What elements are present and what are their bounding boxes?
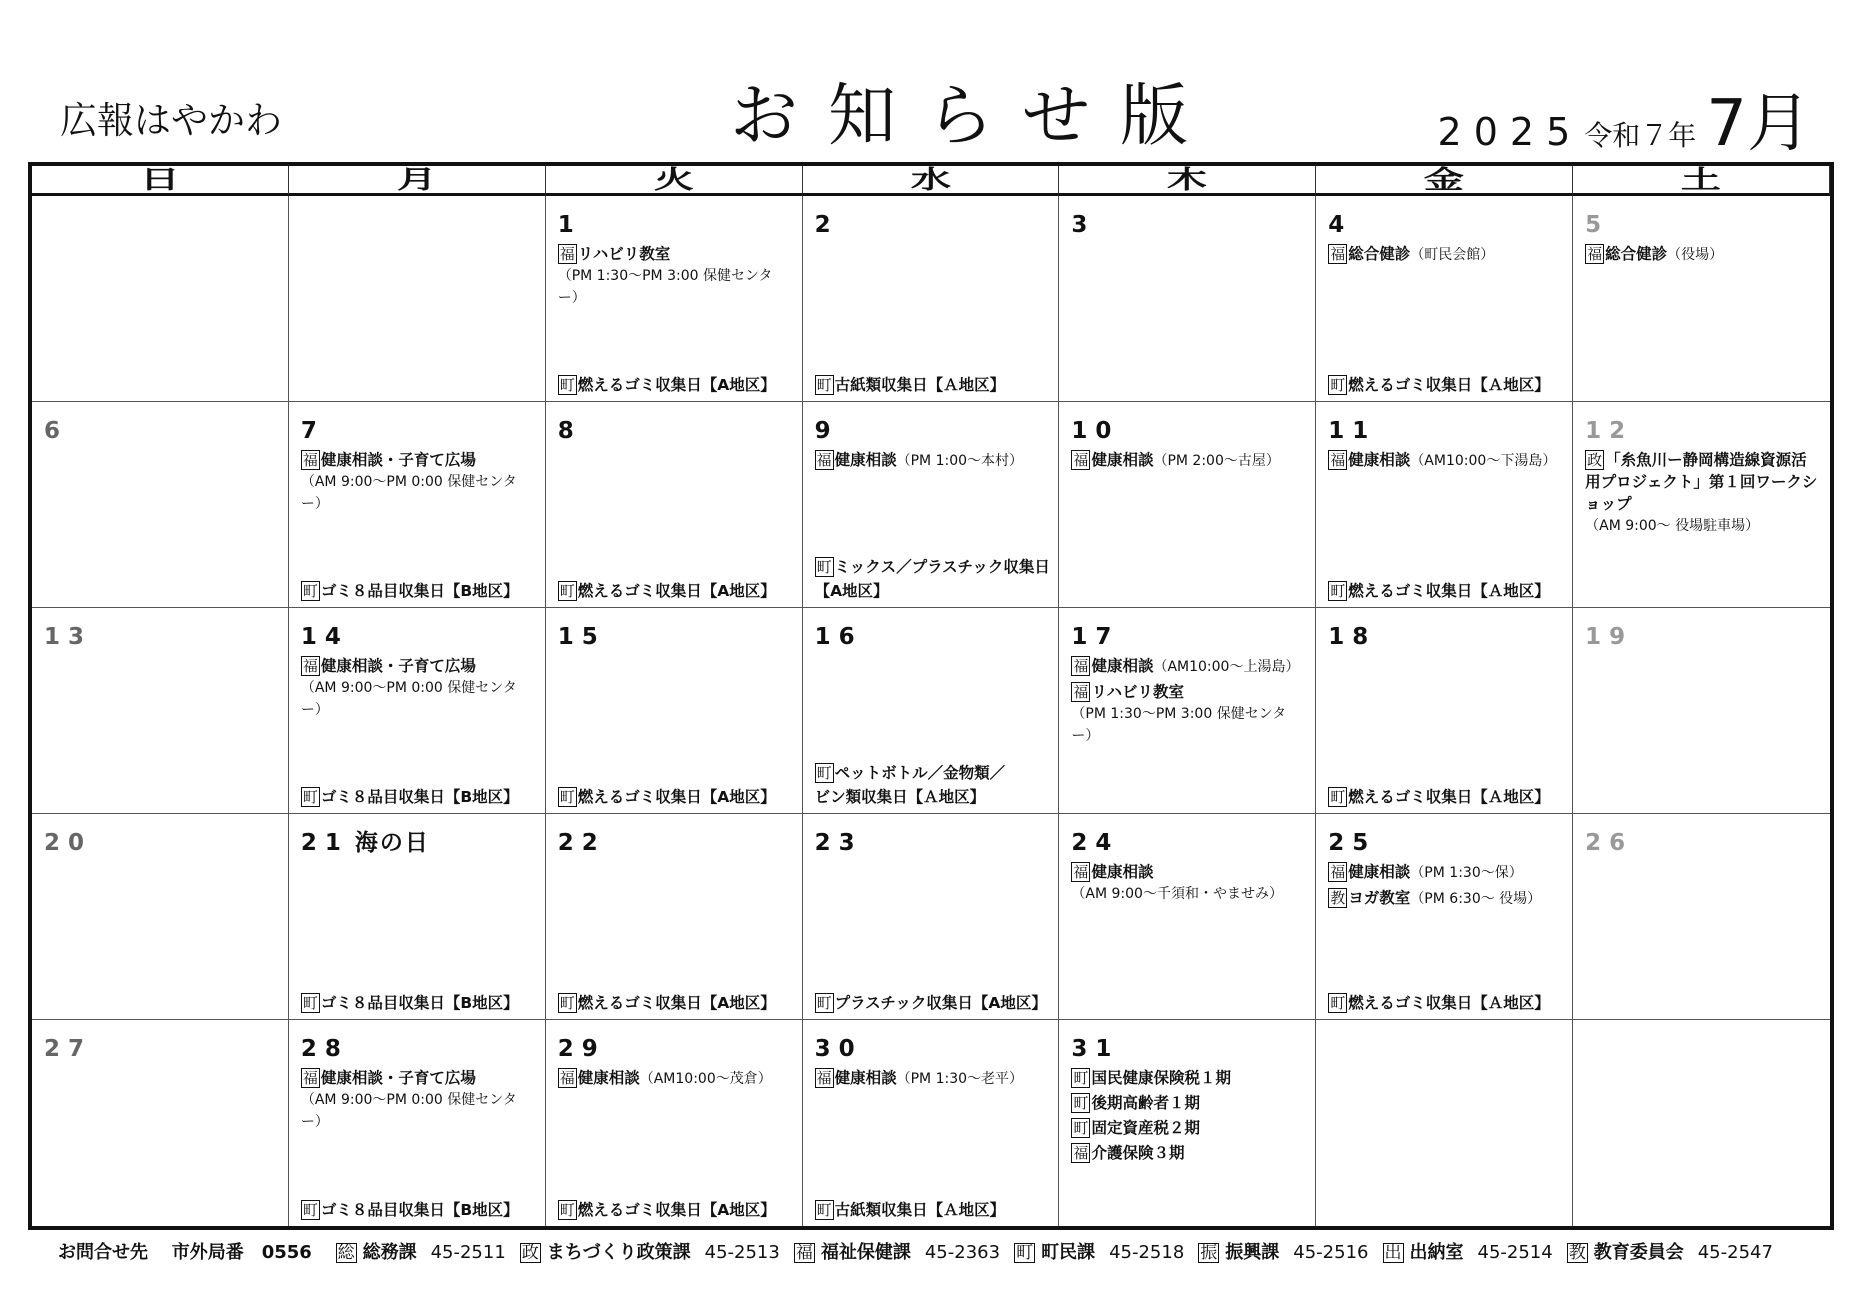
day-cell <box>32 608 289 814</box>
weekday-label: 土 <box>1681 166 1722 194</box>
contact-entry <box>336 1242 506 1263</box>
collection-text: ゴミ８品目収集日【B地区】 <box>320 994 519 1012</box>
day-number <box>1071 210 1303 240</box>
weekday-header <box>289 166 546 196</box>
dept-name: 教育委員会 <box>1593 1242 1684 1263</box>
event <box>1328 861 1560 884</box>
collection-text: 燃えるゴミ収集日【A地区】 <box>577 376 776 394</box>
day-cell <box>1316 402 1573 608</box>
dept-badge: 出 <box>1384 1243 1402 1263</box>
event-title: 健康相談 <box>1091 451 1154 469</box>
publication-name: 広報はやかわ <box>60 99 282 142</box>
holiday-name: 海の日 <box>354 830 430 856</box>
dept-badge: 町 <box>1330 994 1346 1012</box>
event <box>301 655 533 677</box>
day-number-text: 13 <box>44 624 93 650</box>
day-number <box>1585 622 1818 652</box>
event-detail: （AM10:00～下湯島） <box>1410 453 1557 469</box>
event-title: 総合健診 <box>1605 245 1668 263</box>
day-cell <box>1059 196 1316 402</box>
event <box>1328 243 1560 266</box>
day-number-text: 14 <box>300 624 349 650</box>
day-number <box>301 416 533 446</box>
event <box>1071 681 1303 703</box>
day-number-text: 4 <box>1328 212 1353 238</box>
event <box>301 1067 533 1089</box>
event <box>1328 449 1560 472</box>
event-title: 健康相談 <box>1091 863 1154 881</box>
day-number <box>1585 210 1818 240</box>
collection-notice <box>815 1198 1053 1222</box>
collection-text: 燃えるゴミ収集日【Ａ地区】 <box>1348 994 1550 1012</box>
weekday-label: 水 <box>910 166 951 194</box>
dept-badge: 町 <box>559 582 575 600</box>
dept-badge: 町 <box>302 582 318 600</box>
day-cell <box>1316 814 1573 1020</box>
contact-footer <box>58 1238 1787 1264</box>
day-number <box>1328 828 1560 858</box>
event-title: 健康相談 <box>1091 657 1154 675</box>
dept-badge: 総 <box>337 1243 355 1263</box>
event-title: 健康相談 <box>834 451 897 469</box>
collection-notice <box>1328 785 1566 809</box>
day-number <box>1071 416 1303 446</box>
day-number <box>44 1034 276 1064</box>
day-cell <box>1059 402 1316 608</box>
event-title: ヨガ教室 <box>1348 889 1411 907</box>
day-cell <box>803 608 1060 814</box>
event-detail: （役場） <box>1667 247 1724 263</box>
day-cell <box>1573 196 1830 402</box>
day-number <box>1071 828 1303 858</box>
event-note: （AM 9:00～ 役場駐車場） <box>1585 518 1760 534</box>
day-number <box>815 416 1047 446</box>
day-number-text: 16 <box>814 624 863 650</box>
dept-name: 振興課 <box>1225 1242 1280 1263</box>
day-cell <box>32 1020 289 1226</box>
event <box>1585 243 1818 266</box>
collection-text: ゴミ８品目収集日【B地区】 <box>320 788 519 806</box>
dept-badge: 福 <box>1073 657 1089 675</box>
day-number-text: 8 <box>557 418 582 444</box>
event-note: （AM 9:00～千須和・やませみ） <box>1071 886 1283 902</box>
weekday-header <box>1316 166 1573 196</box>
day-number-text: 30 <box>814 1036 863 1062</box>
day-cell <box>1573 814 1830 1020</box>
day-cell <box>1316 608 1573 814</box>
day-number-text: 28 <box>300 1036 349 1062</box>
month: 7月 <box>1706 87 1811 161</box>
day-number <box>1585 828 1818 858</box>
dept-badge: 福 <box>1587 245 1603 263</box>
event <box>558 1067 790 1090</box>
dept-badge: 福 <box>1073 451 1089 469</box>
day-number <box>44 416 276 446</box>
dept-badge: 福 <box>1073 683 1089 701</box>
day-number <box>1071 1034 1303 1064</box>
day-number-text: 20 <box>44 830 93 856</box>
day-number-text: 2 <box>814 212 839 238</box>
collection-text: 燃えるゴミ収集日【A地区】 <box>577 1201 776 1219</box>
dept-badge: 教 <box>1330 889 1346 907</box>
day-cell <box>289 608 546 814</box>
event-note: （PM 1:30～PM 3:00 保健センター） <box>1071 706 1287 744</box>
event-detail: （町民会館） <box>1410 247 1495 263</box>
dept-badge: 福 <box>1330 451 1346 469</box>
day-number-text: 5 <box>1585 212 1610 238</box>
event-title: 固定資産税２期 <box>1091 1119 1200 1137</box>
day-number-text: 9 <box>814 418 839 444</box>
dept-badge: 町 <box>1073 1069 1089 1087</box>
event-title: 健康相談・子育て広場 <box>320 1069 476 1087</box>
event-title: リハビリ教室 <box>577 245 671 263</box>
event-title: 健康相談 <box>577 1069 640 1087</box>
dept-name: 町民課 <box>1041 1242 1096 1263</box>
event <box>815 1067 1047 1090</box>
contact-entry <box>1198 1242 1368 1263</box>
event-title: 健康相談 <box>834 1069 897 1087</box>
day-number <box>301 828 533 858</box>
day-cell <box>1059 608 1316 814</box>
event-title: 国民健康保険税１期 <box>1091 1069 1231 1087</box>
event-title: 健康相談・子育て広場 <box>320 451 476 469</box>
dept-badge: 福 <box>1073 1144 1089 1162</box>
collection-text: 燃えるゴミ収集日【A地区】 <box>577 582 776 600</box>
day-number-text: 31 <box>1071 1036 1120 1062</box>
dept-badge: 町 <box>559 994 575 1012</box>
day-number <box>1328 210 1560 240</box>
dept-badge: 福 <box>816 1069 832 1087</box>
dept-badge: 教 <box>1568 1243 1586 1263</box>
dept-badge: 町 <box>816 1201 832 1219</box>
day-cell <box>803 402 1060 608</box>
event <box>301 449 533 471</box>
event-title: 健康相談 <box>1348 451 1411 469</box>
dept-badge: 政 <box>1587 451 1603 469</box>
day-cell <box>546 814 803 1020</box>
day-cell <box>803 814 1060 1020</box>
event-note: （PM 1:30～PM 3:00 保健センター） <box>557 268 773 306</box>
dept-name: 出納室 <box>1409 1242 1464 1263</box>
day-cell <box>289 402 546 608</box>
collection-notice <box>558 991 796 1015</box>
day-cell <box>32 814 289 1020</box>
event-detail: （AM10:00～茂倉） <box>639 1071 772 1087</box>
event <box>1071 449 1303 472</box>
dept-badge: 町 <box>1073 1119 1089 1137</box>
day-number <box>815 1034 1047 1064</box>
day-number <box>558 828 790 858</box>
day-cell <box>1059 814 1316 1020</box>
empty-cell <box>289 196 546 402</box>
dept-badge: 福 <box>559 245 575 263</box>
day-number-text: 25 <box>1328 830 1377 856</box>
day-number-text: 10 <box>1071 418 1120 444</box>
event <box>1071 1117 1303 1139</box>
dept-badge: 福 <box>302 1069 318 1087</box>
collection-text: 燃えるゴミ収集日【Ａ地区】 <box>1348 788 1550 806</box>
day-number-text: 24 <box>1071 830 1120 856</box>
day-number-text: 3 <box>1071 212 1096 238</box>
collection-notice <box>558 579 796 603</box>
day-number <box>301 1034 533 1064</box>
event-detail: （PM 1:30～老平） <box>896 1071 1024 1087</box>
day-cell <box>803 196 1060 402</box>
event-title: 後期高齢者１期 <box>1091 1094 1200 1112</box>
event-detail: （PM 1:00～本村） <box>896 453 1024 469</box>
day-number-text: 19 <box>1585 624 1634 650</box>
day-number <box>1071 622 1303 652</box>
dept-name: まちづくり政策課 <box>546 1242 691 1263</box>
header-date <box>1438 72 1811 164</box>
collection-text: 燃えるゴミ収集日【Ａ地区】 <box>1348 582 1550 600</box>
collection-text: 燃えるゴミ収集日【A地区】 <box>577 994 776 1012</box>
area-code: 市外局番 0556 <box>171 1242 312 1263</box>
weekday-header <box>1573 166 1830 196</box>
day-number-text: 26 <box>1585 830 1634 856</box>
collection-notice <box>815 991 1053 1015</box>
dept-phone: 45-2518 <box>1109 1242 1185 1263</box>
day-number <box>558 622 790 652</box>
dept-badge: 町 <box>302 994 318 1012</box>
year: 2025 <box>1437 110 1583 154</box>
dept-badge: 福 <box>302 451 318 469</box>
dept-name: 総務課 <box>362 1242 417 1263</box>
collection-notice <box>815 373 1053 397</box>
day-number-text: 7 <box>300 418 325 444</box>
day-number <box>1328 416 1560 446</box>
collection-notice <box>558 1198 796 1222</box>
contact-entry <box>520 1242 780 1263</box>
collection-notice <box>301 785 539 809</box>
day-cell <box>1573 608 1830 814</box>
collection-text: 燃えるゴミ収集日【Ａ地区】 <box>1348 376 1550 394</box>
day-number-text: 23 <box>814 830 863 856</box>
dept-badge: 町 <box>1330 376 1346 394</box>
dept-phone: 45-2514 <box>1477 1242 1553 1263</box>
weekday-header <box>32 166 289 196</box>
event-title: 「糸魚川ー静岡構造線資源活用プロジェクト」第１回ワークショップ <box>1585 451 1818 513</box>
dept-phone: 45-2511 <box>430 1242 506 1263</box>
day-cell <box>546 1020 803 1226</box>
event-detail: （PM 2:00～古屋） <box>1153 453 1280 469</box>
collection-notice <box>301 579 539 603</box>
day-cell <box>32 402 289 608</box>
contact-entry <box>1383 1242 1553 1263</box>
dept-badge: 町 <box>559 788 575 806</box>
weekday-label: 木 <box>1167 166 1208 194</box>
collection-notice <box>301 1198 539 1222</box>
day-number-text: 6 <box>44 418 69 444</box>
collection-notice <box>815 555 1053 603</box>
day-number <box>815 828 1047 858</box>
empty-cell <box>1573 1020 1830 1226</box>
day-number <box>1328 622 1560 652</box>
dept-badge: 福 <box>559 1069 575 1087</box>
event-title: 総合健診 <box>1348 245 1411 263</box>
collection-text-cont: ビン類収集日【Ａ地区】 <box>814 788 986 806</box>
event-title: 介護保険３期 <box>1091 1144 1185 1162</box>
dept-badge: 町 <box>302 788 318 806</box>
collection-text: 古紙類収集日【Ａ地区】 <box>834 1201 1006 1219</box>
day-number <box>1585 416 1818 446</box>
era-year: 令和７年 <box>1584 119 1697 152</box>
dept-badge: 町 <box>816 376 832 394</box>
dept-phone: 45-2363 <box>924 1242 1001 1263</box>
collection-notice <box>558 785 796 809</box>
day-number-text: 12 <box>1585 418 1634 444</box>
dept-badge: 福 <box>1330 245 1346 263</box>
day-number-text: 1 <box>557 212 582 238</box>
dept-badge: 町 <box>1073 1094 1089 1112</box>
day-cell <box>1059 1020 1316 1226</box>
day-number <box>44 828 276 858</box>
event <box>558 243 790 265</box>
event-note: （AM 9:00～PM 0:00 保健センター） <box>300 1092 517 1130</box>
dept-badge: 町 <box>302 1201 318 1219</box>
dept-badge: 町 <box>559 376 575 394</box>
collection-notice <box>558 373 796 397</box>
event <box>1328 887 1560 910</box>
event <box>1071 655 1303 678</box>
day-number-text: 11 <box>1328 418 1377 444</box>
page-title: お知らせ版 <box>730 77 1218 156</box>
day-number <box>815 622 1047 652</box>
weekday-header <box>1059 166 1316 196</box>
collection-text-cont: 【A地区】 <box>814 582 889 600</box>
empty-cell <box>32 196 289 402</box>
weekday-label: 火 <box>653 166 694 194</box>
dept-badge: 振 <box>1200 1243 1218 1263</box>
dept-badge: 福 <box>795 1243 813 1263</box>
day-number-text: 21 <box>300 830 349 856</box>
event-title: 健康相談 <box>1348 863 1411 881</box>
dept-phone: 45-2516 <box>1293 1242 1369 1263</box>
day-number-text: 15 <box>557 624 606 650</box>
dept-badge: 町 <box>1016 1243 1034 1263</box>
dept-badge: 町 <box>1330 582 1346 600</box>
day-cell <box>1573 402 1830 608</box>
event <box>1071 861 1303 883</box>
collection-notice <box>301 991 539 1015</box>
day-number-text: 17 <box>1071 624 1120 650</box>
dept-name: 福祉保健課 <box>820 1242 911 1263</box>
day-cell <box>289 814 546 1020</box>
day-number <box>44 622 276 652</box>
contact-entry <box>1567 1242 1773 1263</box>
collection-text: ゴミ８品目収集日【B地区】 <box>320 1201 519 1219</box>
weekday-label: 日 <box>139 166 180 194</box>
dept-badge: 町 <box>559 1201 575 1219</box>
weekday-header <box>803 166 1060 196</box>
dept-phone: 45-2513 <box>704 1242 780 1263</box>
dept-badge: 福 <box>302 657 318 675</box>
collection-text: 燃えるゴミ収集日【A地区】 <box>577 788 776 806</box>
event-detail: （PM 6:30～ 役場） <box>1410 891 1542 907</box>
dept-badge: 町 <box>816 994 832 1012</box>
day-cell <box>803 1020 1060 1226</box>
contact-entry <box>1014 1242 1184 1263</box>
dept-badge: 町 <box>816 764 832 782</box>
day-number <box>301 622 533 652</box>
dept-badge: 政 <box>521 1243 539 1263</box>
collection-notice <box>1328 991 1566 1015</box>
empty-cell <box>1316 1020 1573 1226</box>
day-number <box>815 210 1047 240</box>
event-note: （AM 9:00～PM 0:00 保健センター） <box>300 680 517 718</box>
collection-text: ペットボトル／金物類／ <box>834 764 1006 782</box>
day-number-text: 22 <box>557 830 606 856</box>
event <box>1585 449 1818 515</box>
day-number <box>558 1034 790 1064</box>
dept-badge: 福 <box>1073 863 1089 881</box>
collection-notice <box>1328 373 1566 397</box>
event-title: 健康相談・子育て広場 <box>320 657 476 675</box>
weekday-header <box>546 166 803 196</box>
day-cell <box>1316 196 1573 402</box>
calendar-grid <box>28 162 1834 1230</box>
event-title: リハビリ教室 <box>1091 683 1184 701</box>
event <box>815 449 1047 472</box>
event-detail: （AM10:00～上湯島） <box>1153 659 1300 675</box>
dept-badge: 町 <box>816 558 832 576</box>
weekday-label: 月 <box>396 166 437 194</box>
day-cell <box>546 196 803 402</box>
day-cell <box>546 608 803 814</box>
event <box>1071 1092 1303 1114</box>
day-number <box>558 416 790 446</box>
event <box>1071 1142 1303 1164</box>
day-number-text: 29 <box>557 1036 606 1062</box>
collection-text: プラスチック収集日【A地区】 <box>834 994 1047 1012</box>
event <box>1071 1067 1303 1089</box>
contact-entry <box>794 1242 1000 1263</box>
collection-text: 古紙類収集日【Ａ地区】 <box>834 376 1006 394</box>
collection-notice <box>815 761 1053 809</box>
day-cell <box>546 402 803 608</box>
day-cell <box>289 1020 546 1226</box>
dept-badge: 町 <box>1330 788 1346 806</box>
event-note: （AM 9:00～PM 0:00 保健センター） <box>300 474 517 512</box>
dept-phone: 45-2547 <box>1697 1242 1773 1263</box>
day-number <box>558 210 790 240</box>
event-detail: （PM 1:30～保） <box>1410 865 1523 881</box>
collection-notice <box>1328 579 1566 603</box>
dept-badge: 福 <box>816 451 832 469</box>
day-number-text: 27 <box>44 1036 93 1062</box>
collection-text: ゴミ８品目収集日【B地区】 <box>320 582 519 600</box>
contact-label: お問合せ先 <box>58 1242 148 1263</box>
day-number-text: 18 <box>1328 624 1377 650</box>
collection-text: ミックス／プラスチック収集日 <box>834 558 1050 576</box>
weekday-label: 金 <box>1424 166 1465 194</box>
dept-badge: 福 <box>1330 863 1346 881</box>
